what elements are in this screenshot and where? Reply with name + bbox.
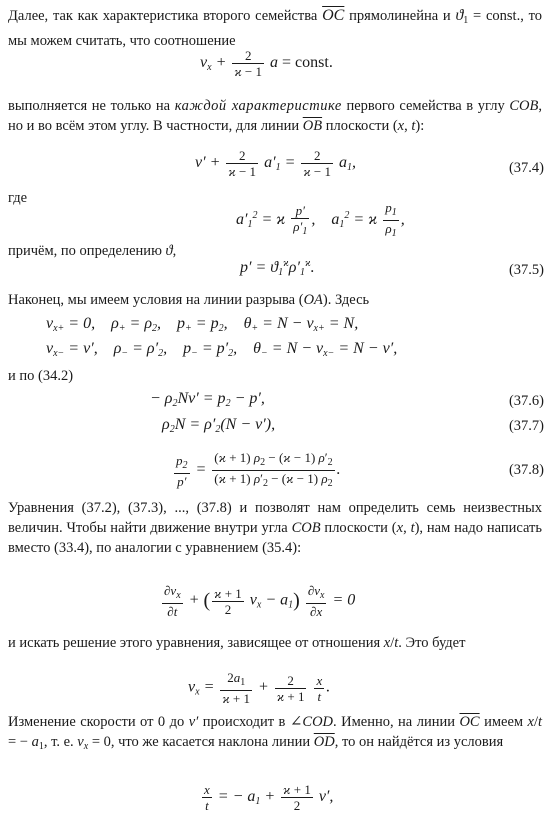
- equation-const: $v_x$ + $\frac{2}{ϰ - 1}$ a = const.: [200, 48, 333, 79]
- equation-solution: $v_x$ = $\frac{2a_1}{ϰ + 1}$ + $\frac{2}{ϰ + 1}$ $\frac{x}{t}$ .: [188, 670, 331, 706]
- where-label: где: [8, 190, 28, 206]
- paragraph-6: Уравнения (37.2), (37.3), ..., (37.8) и позволят нам определить семь неизвестных величин. Чтобы найти движение внутри угла COB плоскости (x, t), нам надо написать вместо (33.4), по аналогии с уравнением (35.4):: [8, 500, 542, 556]
- equation-37-8: $\frac{p_2}{p'}$ = $\frac{(ϰ + 1) \rho_2 - (ϰ - 1) \rho'_2}{(ϰ + 1) \rho'_2 - (ϰ - 1) \rho_2}$ .: [176, 450, 341, 489]
- equation-jump-plus: $v_{x+} = 0$, $\rho_+ = \rho_2$, $p_+ = p_2$, $\theta_+ = N - v_{x+} = N$,: [46, 315, 359, 334]
- paragraph-3: причём, по определению ϑ,: [8, 243, 177, 259]
- equation-slope: $\frac{x}{t}$ = − $a_1$ + $\frac{ϰ + 1}{2}$ v′,: [204, 782, 334, 813]
- paragraph-5: и по (34.2): [8, 368, 74, 384]
- equation-37-4: v′ + $\frac{2}{ϰ - 1}$ $a'_1$ = $\frac{2}{ϰ - 1}$ $a_1$,: [195, 148, 357, 179]
- equation-number-37-4: (37.4): [508, 160, 544, 176]
- equation-37-5: $p' = ϑ_1^ϰ\rho'_1^ϰ$.: [240, 258, 315, 278]
- equation-number-37-7: (37.7): [508, 418, 544, 434]
- paragraph-1: Далее, так как характеристика второго семейства $\overline{OC}$ прямолинейна и $ϑ_1$ = const., то мы можем считать, что соотношение: [8, 7, 542, 49]
- equation-speed-of-sound: $a'_1^2 = ϰ$ $\frac{p'}{\rho'_1}$ , $a_1^2 = ϰ$ $\frac{p_1}{\rho_1}$ ,: [236, 200, 405, 239]
- equation-37-7: $\rho_2N = \rho'_2(N - v')$,: [162, 416, 276, 435]
- equation-number-37-8: (37.8): [508, 462, 544, 478]
- equation-jump-minus: $v_{x-} = v'$, $\rho_- = \rho'_2$, $p_- = p'_2$, $\theta_- = N - v_{x-} = N - v'$,: [46, 340, 398, 359]
- equation-pde: $\frac{\partial v_x}{\partial t}$ + ( $\frac{ϰ + 1}{2}$ $v_x - a_1$) $\frac{\partial v_x}{\partial x}$ = 0: [164, 583, 356, 619]
- paragraph-8: Изменение скорости от 0 до v′ происходит в ∠COD. Именно, на линии $\overline{OC}$ имеем x/t = − $a_1$, т. е. $v_x = 0$, что же касается наклона линии $\overline{OD}$, то он найдётся из условия: [8, 714, 543, 752]
- equation-number-37-6: (37.6): [508, 393, 544, 409]
- paragraph-7: и искать решение этого уравнения, зависящее от отношения x/t. Это будет: [8, 635, 466, 651]
- equation-number-37-5: (37.5): [508, 262, 544, 278]
- paragraph-2: выполняется не только на каждой характеристике первого семейства в углу COB, но и во всём этом углу. В частности, для линии $\overline{OB}$ плоскости (x, t):: [8, 98, 542, 134]
- paragraph-4: Наконец, мы имеем условия на линии разрыва (OA). Здесь: [8, 292, 370, 308]
- equation-37-6: − $\rho_2Nv' = p_2 - p'$,: [150, 390, 265, 409]
